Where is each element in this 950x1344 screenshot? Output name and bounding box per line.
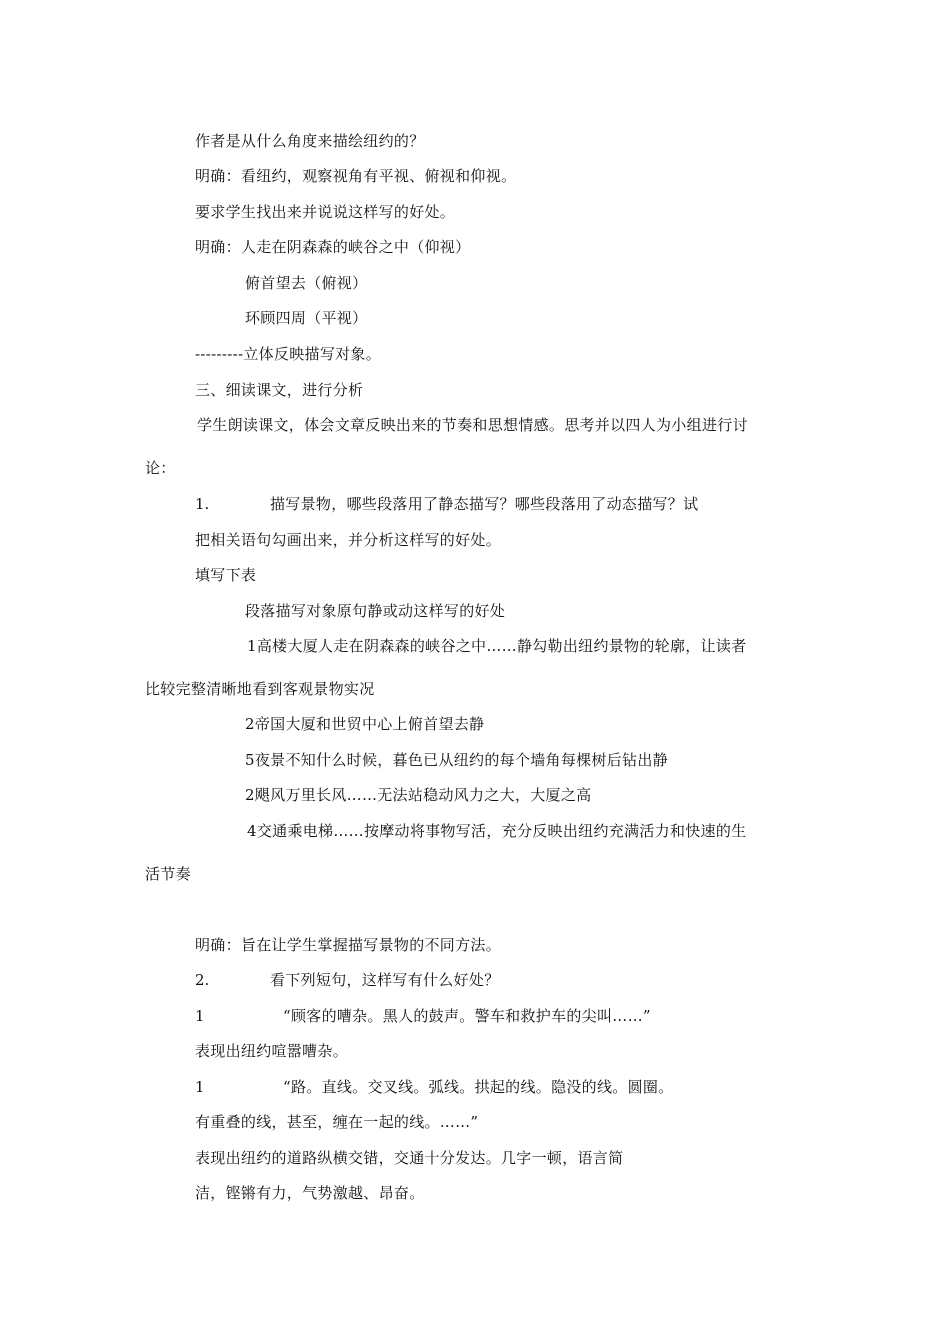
sentence-1-effect: 表现出纽约喧嚣嘈杂。 — [195, 1042, 349, 1060]
sentence-2-cont: 有重叠的线，甚至，缠在一起的线。……” — [195, 1113, 479, 1131]
table-row-2: 2帝国大厦和世贸中心上俯首望去静 — [245, 715, 485, 733]
sentence-1-number: 1 — [195, 1007, 205, 1025]
table-row-4: 2飓风万里长风……无法站稳动风力之大，大厦之高 — [245, 786, 592, 804]
section-heading: 三、细读课文，进行分析 — [195, 381, 364, 399]
answer-canyon: 明确：人走在阴森森的峡谷之中（仰视） — [195, 238, 471, 256]
table-row-1-cont: 比较完整清晰地看到客观景物实况 — [145, 680, 375, 698]
sentence-2-effect-cont: 洁，铿锵有力，气势激越、昂奋。 — [195, 1184, 425, 1202]
answer-summary: ---------立体反映描写对象。 — [195, 345, 382, 363]
answer-look-down: 俯首望去（俯视） — [245, 274, 368, 292]
table-row-5: 4交通乘电梯……按摩动将事物写活，充分反映出纽约充满活力和快速的生 — [247, 822, 747, 840]
instruction-find: 要求学生找出来并说说这样写的好处。 — [195, 203, 456, 221]
paragraph-read: 学生朗读课文，体会文章反映出来的节奏和思想情感。思考并以四人为小组进行讨 — [197, 416, 748, 434]
question-1-cont: 把相关语句勾画出来，并分析这样写的好处。 — [195, 531, 502, 549]
answer-viewpoints: 明确：看纽约，观察视角有平视、俯视和仰视。 — [195, 167, 517, 185]
table-row-1: 1高楼大厦人走在阴森森的峡谷之中……静勾勒出纽约景物的轮廓，让读者 — [247, 637, 747, 655]
question-2-text: 看下列短句，这样写有什么好处？ — [270, 971, 500, 989]
table-header: 段落描写对象原句静或动这样写的好处 — [245, 602, 506, 620]
question-1-number: 1. — [195, 495, 210, 513]
answer-look-around: 环顾四周（平视） — [245, 309, 368, 327]
sentence-1-text: “顾客的嘈杂。黑人的鼓声。警车和救护车的尖叫……” — [283, 1007, 651, 1025]
fill-table-label: 填写下表 — [195, 566, 257, 584]
sentence-2-effect: 表现出纽约的道路纵横交错，交通十分发达。几字一顿，语言简 — [195, 1149, 624, 1167]
question-perspective: 作者是从什么角度来描绘纽约的？ — [195, 132, 425, 150]
answer-methods: 明确：旨在让学生掌握描写景物的不同方法。 — [195, 936, 502, 954]
sentence-2-number: 1 — [195, 1078, 205, 1096]
paragraph-read-cont: 论： — [145, 459, 176, 477]
question-1-text: 描写景物，哪些段落用了静态描写？哪些段落用了动态描写？试 — [270, 495, 699, 513]
table-row-5-cont: 活节奏 — [145, 865, 191, 883]
table-row-3: 5夜景不知什么时候，暮色已从纽约的每个墙角每棵树后钻出静 — [245, 751, 668, 769]
question-2-number: 2. — [195, 971, 210, 989]
sentence-2-text: “路。直线。交叉线。弧线。拱起的线。隐没的线。圆圈。 — [283, 1078, 674, 1096]
